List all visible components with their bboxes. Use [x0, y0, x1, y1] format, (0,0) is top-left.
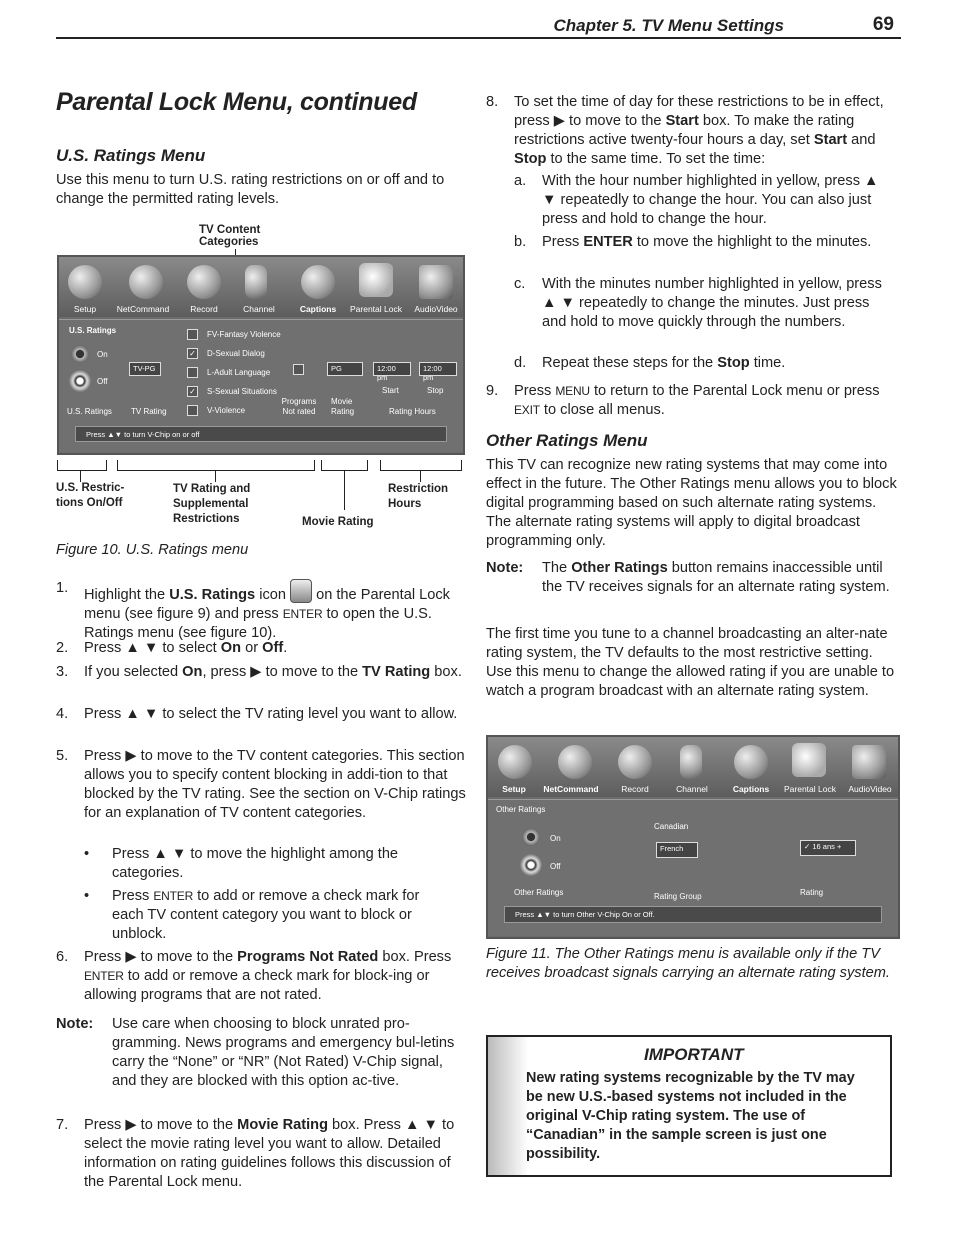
netcommand-icon	[558, 745, 592, 779]
header-rule	[56, 37, 901, 39]
page-number: 69	[872, 14, 894, 35]
tv1-status-bar: Press ▲▼ to turn V-Chip on or off	[75, 426, 447, 442]
tv-menu-bar	[488, 737, 898, 797]
callout-tv-content: TV Content Categories	[199, 224, 261, 248]
step-2: 2. Press ▲ ▼ to select On or Off.	[56, 640, 288, 656]
step-text: to the same time. To set the time:	[546, 151, 766, 167]
step-text: Press ▲ ▼ to select	[84, 640, 221, 656]
bottom-rating: Rating	[800, 888, 824, 897]
step-text: on the Parental Lock menu (see figure 9) and press	[84, 587, 450, 622]
cat-s: S-Sexual Situations	[207, 387, 277, 396]
important-box	[486, 1035, 892, 1177]
figure11-caption: Figure 11. The Other Ratings menu is available only if the TV receives broadcast signals carrying an alternate rating system.	[486, 946, 890, 981]
menu-audiovideo: AudioVideo	[414, 304, 458, 314]
step-text: With the hour number highlighted in yellow, press ▲ ▼ repeatedly to change the hour. You can also just press and hold to change the hour.	[542, 173, 879, 227]
cat-l: L-Adult Language	[207, 368, 271, 377]
step-text: and	[847, 132, 876, 148]
step-text: time.	[749, 355, 786, 371]
step-text: Press ▲ ▼ to select the TV rating level you want to allow.	[84, 706, 458, 722]
bracket-tv-rating	[117, 460, 315, 471]
step-text: Stop	[717, 355, 750, 371]
step-text: TV Rating	[362, 664, 431, 680]
parental-lock-icon	[792, 743, 826, 777]
step-text: box. Press ▲ ▼ to select the movie rating level you want to allow. Detailed information on rating guidelines follows this discussion of the Parental Lock menu.	[84, 1117, 455, 1190]
other-ratings-section: Other Ratings	[496, 805, 546, 814]
menu-captions: Captions	[299, 304, 337, 314]
radio-on	[71, 345, 89, 363]
bottom-tv-rating: TV Rating	[131, 407, 167, 416]
note-text: Use care when choosing to block unrated pro-gramming. News programs and emergency bul-letins carry the “None” or “NR” (Not Rated) V-Chip signal, and they are blocked with this option ac-tive.	[112, 1016, 455, 1089]
parental-lock-icon	[359, 263, 393, 297]
stop-label: Stop	[427, 386, 444, 395]
radio-on-label: On	[97, 350, 108, 359]
tv-panel	[488, 799, 898, 936]
other-ratings-screen	[486, 735, 900, 939]
step-text: Press	[514, 383, 556, 399]
step-8c: c. With the minutes number highlighted in yellow, press ▲ ▼ repeatedly to change the minutes. Just press and hold to move quickly through the numbers.	[514, 275, 896, 332]
record-icon	[618, 745, 652, 779]
step-text: With the minutes number highlighted in yellow, press ▲ ▼ repeatedly to change the minutes. Just press and hold to move quickly through the numbers.	[542, 276, 882, 330]
step-text: Start	[813, 132, 848, 148]
start-box: 12:00 pm	[373, 362, 411, 376]
step-text: to add or remove a check mark for each TV content category you want to block or unblock.	[112, 888, 420, 942]
callout-hours: Restriction Hours	[388, 483, 449, 510]
menu-setup: Setup	[73, 304, 97, 314]
step-text: box. To make the rating restrictions active twenty-four hours a day, set	[514, 113, 855, 148]
step-8: 8. To set the time of day for these restrictions to be in effect, press ▶ to move to the Start box. To make the rating restrictions active twenty-four hours a day, set Start and Stop to the same time. To set the time:	[486, 94, 884, 167]
check-not-rated	[293, 364, 304, 375]
rating-group-box: French	[656, 842, 698, 858]
radio-off-label: Off	[97, 377, 108, 386]
menu-netcommand: NetCommand	[116, 304, 170, 314]
step-9: 9. Press MENU to return to the Parental Lock menu or press EXIT to close all menus.	[486, 383, 880, 418]
us-ratings-heading: U.S. Ratings Menu	[56, 146, 206, 165]
note-other	[486, 559, 896, 597]
bracket-stem	[420, 470, 421, 482]
step-3: 3. If you selected On, press ▶ to move to the TV Rating box.	[56, 664, 462, 680]
note-text: Other Ratings	[571, 560, 668, 576]
captions-icon	[301, 265, 335, 299]
important-text: New rating systems recognizable by the TV may be new U.S.-based systems not included in the original V-Chip rating system. The use of “Canadian” in the sample screen is just one possibility.	[526, 1070, 855, 1162]
captions-icon	[734, 745, 768, 779]
step-8d: d. Repeat these steps for the Stop time.	[514, 355, 786, 371]
step-text: box.	[430, 664, 462, 680]
step-text: Press ▶ to move to the	[84, 949, 238, 965]
bottom-not-rated: Programs Not rated	[281, 397, 317, 416]
check-l	[187, 367, 198, 378]
key-label: EXIT	[514, 403, 540, 417]
channel-icon	[245, 265, 267, 299]
bottom-rating-hours: Rating Hours	[389, 407, 436, 416]
bottom-movie-rating: Movie Rating	[331, 397, 355, 416]
menu-parental-lock: Parental Lock	[350, 304, 402, 314]
radio-off-label: Off	[550, 862, 561, 871]
note-label: Note:	[486, 560, 524, 576]
step-text: Press ▶ to move to the	[84, 1117, 238, 1133]
lock-icon	[290, 579, 312, 603]
setup-icon	[498, 745, 532, 779]
menu-parental-lock: Parental Lock	[784, 784, 836, 794]
audiovideo-icon	[419, 265, 453, 299]
step-6: 6. Press ▶ to move to the Programs Not Rated box. Press ENTER to add or remove a check mark for block-ing or allowing programs that are not rated.	[56, 949, 452, 1003]
callout-tv-rating: TV Rating and Supplemental Restrictions	[173, 483, 251, 525]
tv2-status-bar: Press ▲▼ to turn Other V-Chip On or Off.	[504, 906, 882, 923]
step-text: On	[220, 640, 242, 656]
netcommand-icon	[129, 265, 163, 299]
step-text: to move the highlight to the minutes.	[632, 234, 872, 250]
channel-icon	[680, 745, 702, 779]
key-label: MENU	[555, 384, 590, 398]
tv-panel	[59, 319, 463, 452]
step-text: to return to the Parental Lock menu or press	[589, 383, 880, 399]
check-v	[187, 405, 198, 416]
menu-captions: Captions	[732, 784, 770, 794]
cat-fv: FV-Fantasy Violence	[207, 330, 281, 339]
step-text: to close all menus.	[539, 402, 665, 418]
step-5: 5. Press ▶ to move to the TV content categories. This section allows you to specify content blocking in addi-tion to that blocked by the TV rating. See the section on V-Chip ratings for an explanation of TV content categories.	[56, 748, 466, 821]
note-text: The	[542, 560, 572, 576]
bracket-onoff	[57, 460, 107, 471]
step-text: U.S. Ratings	[169, 587, 256, 603]
record-icon	[187, 265, 221, 299]
menu-audiovideo: AudioVideo	[848, 784, 892, 794]
step-text: Movie Rating	[237, 1117, 328, 1133]
step-text: Start	[665, 113, 699, 129]
stop-box: 12:00 pm	[419, 362, 457, 376]
menu-channel: Channel	[676, 784, 708, 794]
setup-icon	[68, 265, 102, 299]
check-fv	[187, 329, 198, 340]
step-text: to add or remove a check mark for block-ing or allowing programs that are not rated.	[84, 968, 430, 1003]
step-8b: b. Press ENTER to move the highlight to the minutes.	[514, 234, 872, 250]
note-unrated	[56, 1015, 466, 1091]
step-5-bullet-1: • Press ▲ ▼ to move the highlight among the categories.	[84, 845, 444, 883]
canadian-label: Canadian	[654, 822, 689, 831]
key-label: ENTER	[282, 607, 323, 621]
bottom-rating-group: Rating Group	[654, 892, 702, 901]
bottom-other-ratings: Other Ratings	[514, 888, 564, 897]
step-text: Repeat these steps for the	[542, 355, 718, 371]
figure10-caption: Figure 10. U.S. Ratings menu	[56, 542, 249, 558]
step-text: , press ▶ to move to the	[202, 664, 363, 680]
other-p1: This TV can recognize new rating systems that may come into effect in the future. The Other Ratings menu allows you to block digital programming based on such alternate rating systems. The alternate rating systems will apply to digital broadcast programming only.	[486, 457, 897, 549]
menu-channel: Channel	[243, 304, 275, 314]
check-d: ✓	[187, 348, 198, 359]
step-text: Stop	[514, 151, 547, 167]
radio-off	[69, 370, 91, 392]
step-text: Press ▶ to move to the TV content categories. This section allows you to specify content blocking in addi-tion to that blocked by the TV rating. See the section on V-Chip ratings for an explanation of TV content categories.	[84, 748, 466, 821]
step-text: Press ▲ ▼ to move the highlight among the categories.	[112, 846, 399, 881]
tv-rating-box: TV-PG	[129, 362, 161, 376]
cat-v: V-Violence	[207, 406, 246, 415]
tv-menu-bar	[59, 257, 463, 317]
step-text: To set the time of day for these restrictions to be in effect, press ▶ to move to the	[514, 94, 884, 129]
step-text: box. Press	[378, 949, 452, 965]
step-text: Highlight the	[84, 587, 170, 603]
menu-record: Record	[621, 784, 649, 794]
radio-off	[520, 854, 542, 876]
key-label: ENTER	[84, 969, 124, 983]
step-8a: a. With the hour number highlighted in yellow, press ▲ ▼ repeatedly to change the hour. You can also just press and hold to change the hour.	[514, 172, 896, 229]
bracket-stem	[344, 470, 345, 510]
step-text: Press	[542, 234, 584, 250]
movie-rating-box: PG	[327, 362, 363, 376]
radio-on	[522, 828, 540, 846]
menu-netcommand: NetCommand	[543, 784, 599, 794]
step-text: icon	[255, 587, 291, 603]
step-text: If you selected	[84, 664, 183, 680]
step-text: Programs Not Rated	[237, 949, 379, 965]
note-label: Note:	[56, 1016, 94, 1032]
step-text: or	[241, 640, 263, 656]
rating-box: ✓ 16 ans +	[800, 840, 856, 856]
key-label: ENTER	[153, 889, 194, 903]
step-text: ENTER	[583, 234, 633, 250]
note-text: button remains inaccessible until the TV receives signals for an alternate rating system.	[542, 560, 890, 595]
step-text: On	[182, 664, 203, 680]
menu-record: Record	[190, 304, 218, 314]
audiovideo-icon	[852, 745, 886, 779]
step-4: 4. Press ▲ ▼ to select the TV rating level you want to allow.	[56, 705, 466, 724]
step-1: 1. Highlight the U.S. Ratings icon on the Parental Lock menu (see figure 9) and press ENTER to open the U.S. Ratings menu (see figure 10).	[56, 580, 450, 641]
callout-movie: Movie Rating	[302, 516, 374, 528]
bottom-us-ratings: U.S. Ratings	[67, 407, 112, 416]
step-text: to open the U.S. Ratings menu (see figure 10).	[84, 606, 432, 641]
menu-setup: Setup	[502, 784, 526, 794]
step-text: Off	[262, 640, 284, 656]
step-text: Press	[112, 888, 154, 904]
check-s: ✓	[187, 386, 198, 397]
callout-onoff: U.S. Restric-tions On/Off	[56, 482, 125, 509]
us-intro: Use this menu to turn U.S. rating restrictions on or off and to change the permitted rating levels.	[56, 172, 445, 207]
other-ratings-heading: Other Ratings Menu	[486, 431, 648, 450]
bracket-hours	[380, 460, 462, 471]
bracket-stem	[215, 470, 216, 482]
us-ratings-section: U.S. Ratings	[69, 326, 117, 335]
cat-d: D-Sexual Dialog	[207, 349, 265, 358]
step-5-bullet-2: • Press ENTER to add or remove a check mark for each TV content category you want to block or unblock.	[84, 888, 420, 942]
important-title: IMPORTANT	[644, 1045, 744, 1064]
radio-on-label: On	[550, 834, 561, 843]
us-ratings-screen	[57, 255, 465, 455]
other-p2: The first time you tune to a channel broadcasting an alter-nate rating system, the TV defaults to the most restrictive setting. Use this menu to change the allowed rating if you are unable to watch a program broadcast with an alternate rating system.	[486, 626, 895, 699]
page-title: Parental Lock Menu, continued	[56, 88, 417, 116]
start-label: Start	[382, 386, 399, 395]
step-7: 7. Press ▶ to move to the Movie Rating box. Press ▲ ▼ to select the movie rating level you want to allow. Detailed information on rating guidelines follows this discussion of the Parental Lock menu.	[56, 1117, 455, 1190]
chapter-heading: Chapter 5. TV Menu Settings	[553, 16, 784, 35]
